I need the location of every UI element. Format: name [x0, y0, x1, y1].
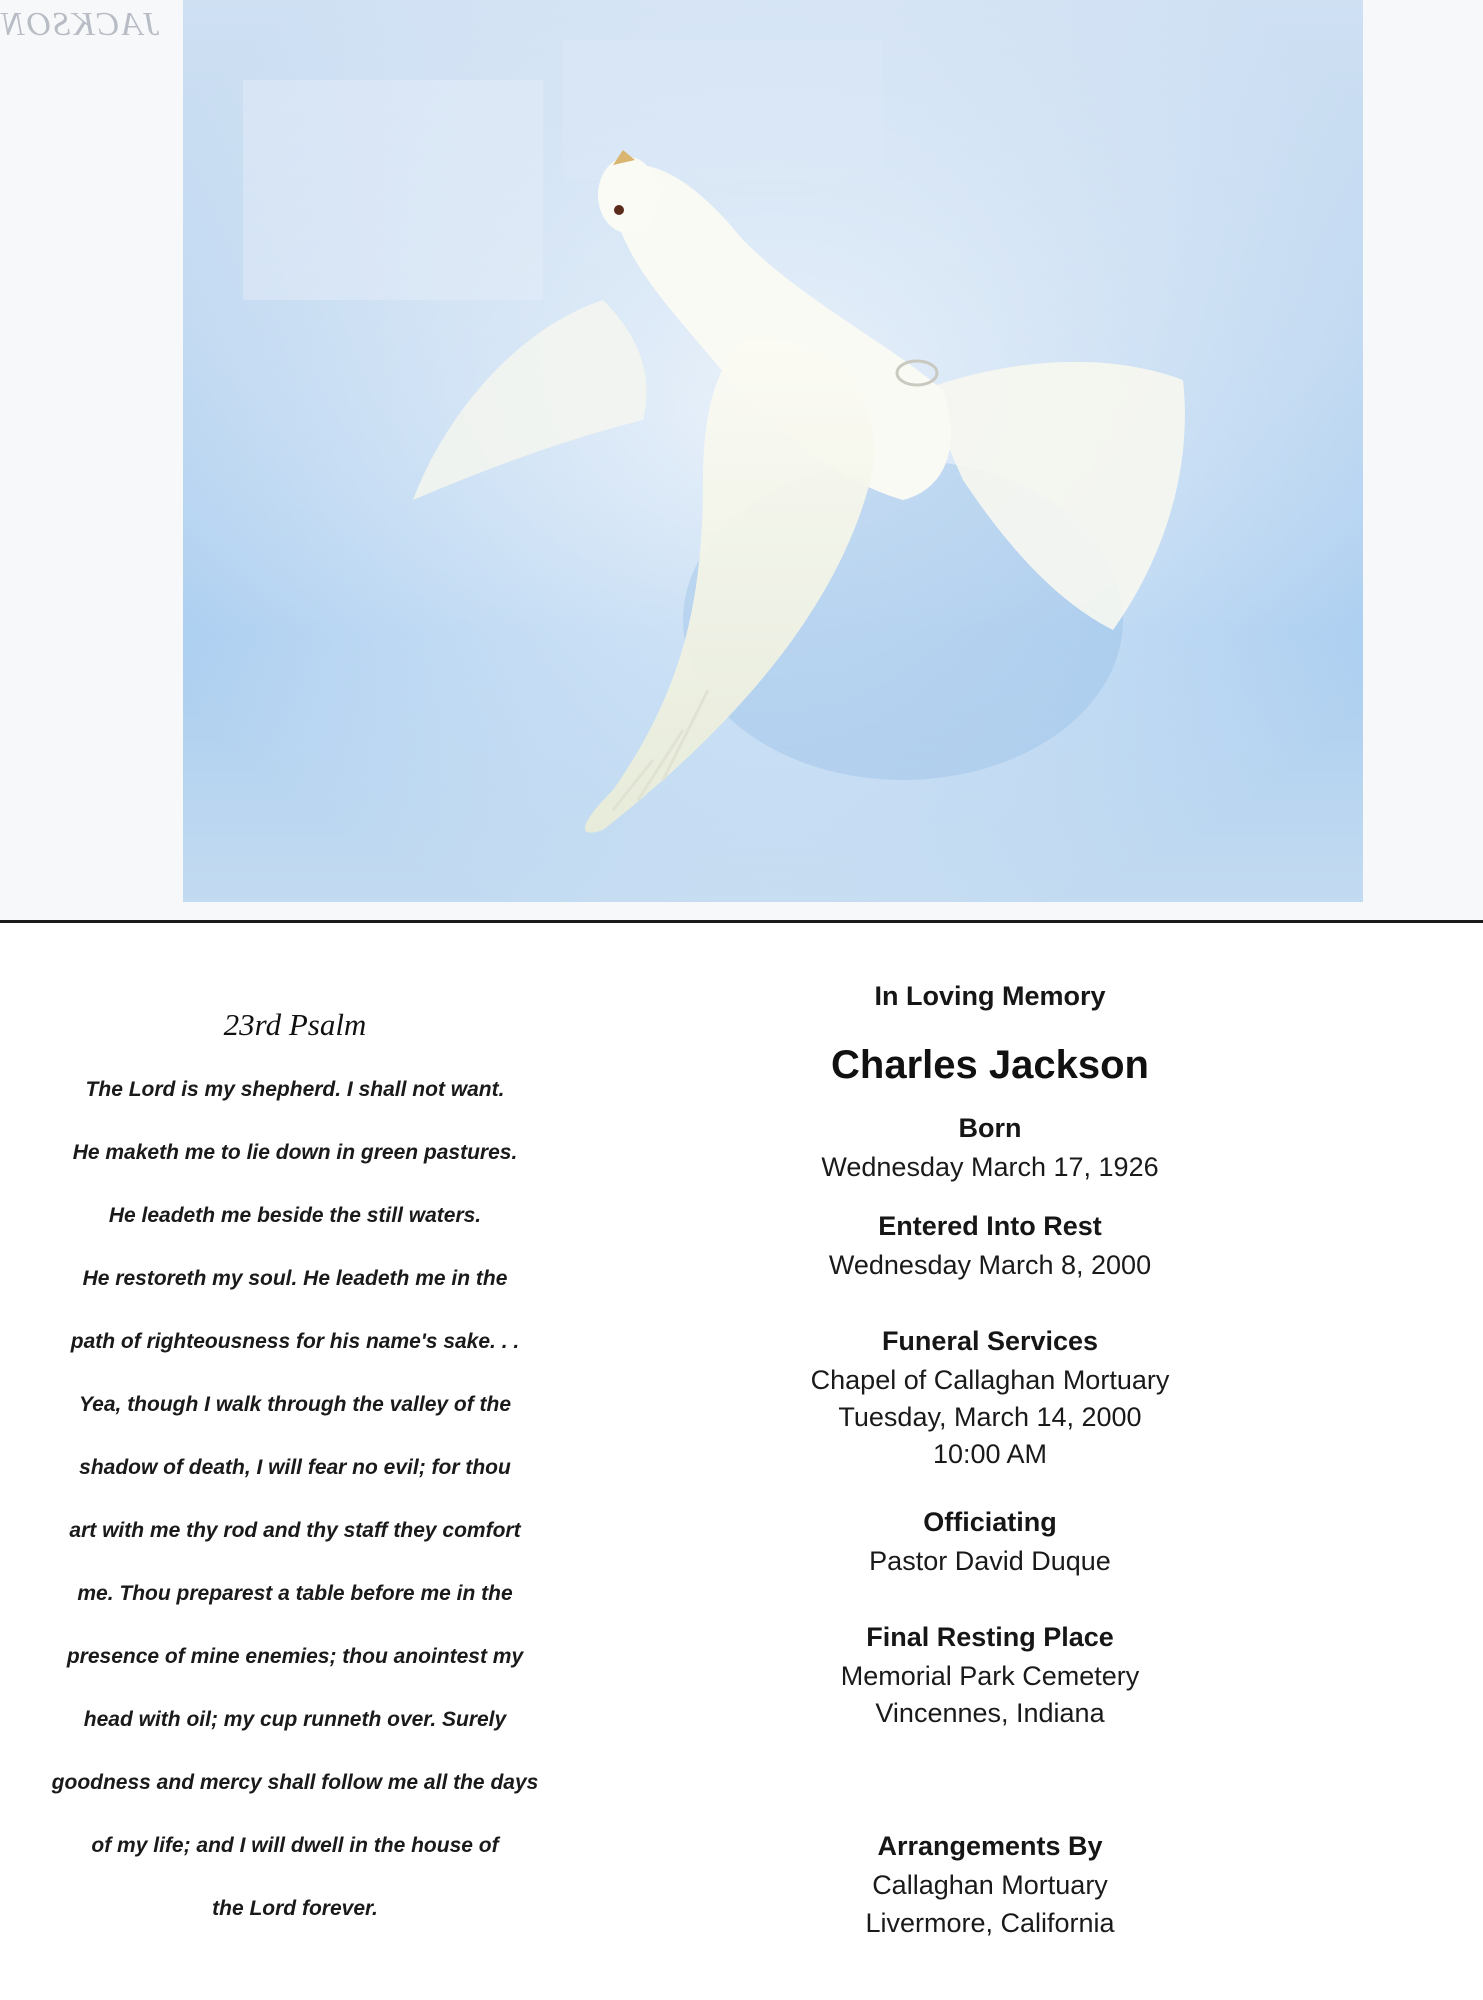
- psalm-line: He maketh me to lie down in green pastures.: [72, 1141, 518, 1164]
- psalm-line: He restoreth my soul. He leadeth me in the: [82, 1267, 508, 1290]
- psalm-line: path of righteousness for his name's sake. . .: [70, 1330, 520, 1353]
- psalm-line: the Lord forever.: [212, 1897, 378, 1920]
- arrangements-label: Arrangements By: [877, 1831, 1103, 1861]
- services-label: Funeral Services: [881, 1326, 1099, 1356]
- arrangements-city: Livermore, California: [865, 1908, 1115, 1938]
- psalm-line: goodness and mercy shall follow me all the days: [51, 1771, 539, 1794]
- dove-eye: [614, 205, 624, 215]
- dove-illustration: [183, 0, 1363, 902]
- services-time: 10:00 AM: [932, 1439, 1048, 1469]
- deceased-name: Charles Jackson: [831, 1043, 1149, 1087]
- resting-place: Memorial Park Cemetery: [840, 1661, 1140, 1691]
- arrangements-by: Callaghan Mortuary: [872, 1870, 1108, 1900]
- cover-panel: [0, 0, 1483, 922]
- psalm-line: Yea, though I walk through the valley of the: [78, 1393, 512, 1416]
- resting-city: Vincennes, Indiana: [875, 1698, 1105, 1728]
- dove-painting: [183, 0, 1363, 902]
- psalm-line: The Lord is my shepherd. I shall not want.: [85, 1078, 505, 1101]
- born-label: Born: [958, 1113, 1022, 1143]
- officiating-label: Officiating: [923, 1507, 1057, 1537]
- rest-label: Entered Into Rest: [878, 1211, 1102, 1241]
- psalm-text: [0, 1075, 590, 1957]
- memorial-heading: In Loving Memory: [874, 981, 1106, 1011]
- services-date: Tuesday, March 14, 2000: [838, 1402, 1142, 1432]
- psalm-line: shadow of death, I will fear no evil; for thou: [79, 1456, 511, 1479]
- inner-page: [0, 923, 1483, 2000]
- psalm-line: of my life; and I will dwell in the house of: [91, 1834, 499, 1857]
- psalm-line: me. Thou preparest a table before me in the: [77, 1582, 513, 1605]
- born-date: Wednesday March 17, 1926: [821, 1152, 1159, 1182]
- psalm-line: presence of mine enemies; thou anointest my: [66, 1645, 524, 1668]
- psalm-line: head with oil; my cup runneth over. Surely: [83, 1708, 507, 1731]
- handwritten-name: JACKSON: [0, 6, 160, 43]
- officiant-name: Pastor David Duque: [869, 1546, 1111, 1576]
- psalm-line: He leadeth me beside the still waters.: [108, 1204, 482, 1227]
- rest-date: Wednesday March 8, 2000: [828, 1250, 1152, 1280]
- psalm-title: 23rd Psalm: [223, 1007, 367, 1042]
- psalm-line: art with me thy rod and thy staff they comfort: [69, 1519, 521, 1542]
- resting-label: Final Resting Place: [866, 1622, 1114, 1652]
- services-place: Chapel of Callaghan Mortuary: [810, 1365, 1170, 1395]
